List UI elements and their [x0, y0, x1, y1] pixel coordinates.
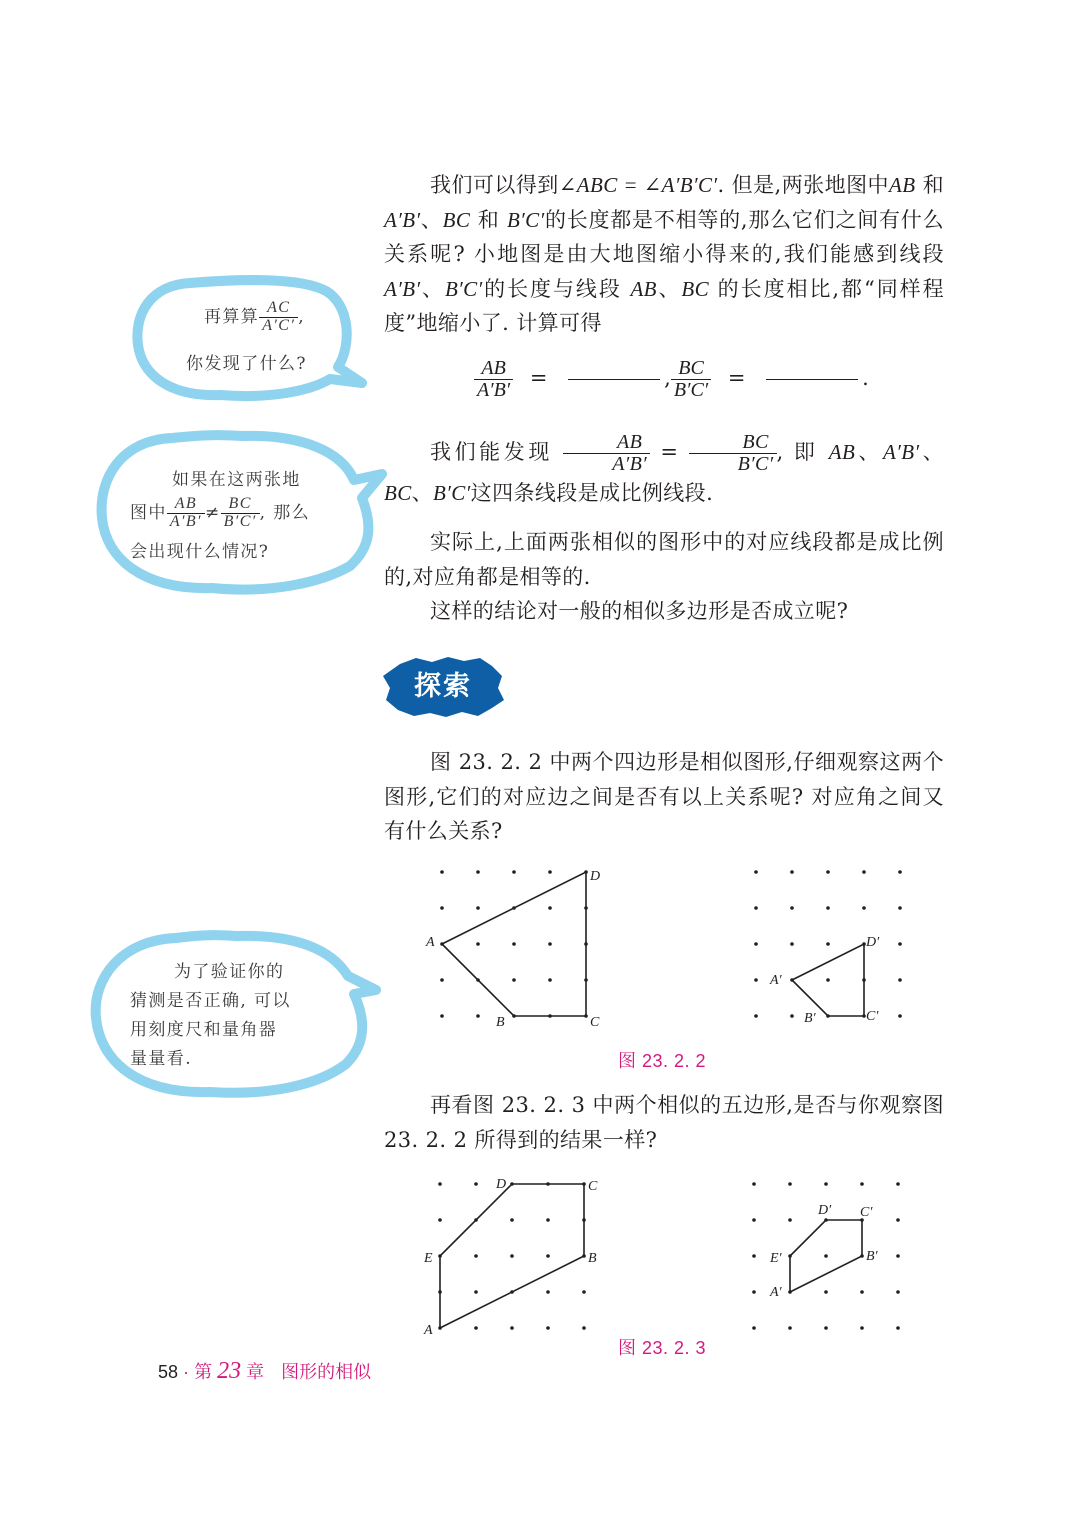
fig2-right-grid-dot — [896, 1182, 900, 1186]
label-a: A — [426, 935, 435, 950]
fig1-right-grid-dot — [790, 906, 794, 910]
fig2-left-grid-dot — [546, 1326, 550, 1330]
bubble-1-text: 再算算 $\frac{AC}{A'C'}$ , — [204, 299, 306, 334]
fig2-left-grid-dot — [582, 1326, 586, 1330]
fig2-left-grid-dot — [510, 1326, 514, 1330]
fig2-right-grid-dot — [788, 1218, 792, 1222]
fig2-left-grid-dot — [474, 1290, 478, 1294]
label-b: B — [496, 1015, 505, 1030]
fig1-right-grid-dot — [898, 942, 902, 946]
bubble-3-line4: 量量看. — [130, 1049, 193, 1069]
fig1-right-grid-dot — [826, 906, 830, 910]
fig1-left-grid-dot — [512, 942, 516, 946]
fig2-left-grid-dot — [510, 1254, 514, 1258]
answer-blank-1[interactable] — [568, 379, 660, 380]
fig1-right-grid-dot — [754, 978, 758, 982]
fig2-right-grid-dot — [824, 1290, 828, 1294]
fig2-right-grid-dot — [752, 1254, 756, 1258]
fig2-right-grid-dot — [752, 1182, 756, 1186]
fig2-right-grid-dot — [896, 1218, 900, 1222]
fig2-right-grid-dot — [896, 1254, 900, 1258]
bubble-3-line3: 用刻度尺和量角器 — [130, 1020, 278, 1040]
fig1-left-grid-dot — [512, 978, 516, 982]
fig2-left-grid-dot — [510, 1218, 514, 1222]
fig1-right-grid-dot — [754, 870, 758, 874]
fig1-left-grid-dot — [440, 906, 444, 910]
fig1-right-grid-dot — [826, 942, 830, 946]
bubble-3-line1: 为了验证你的 — [174, 962, 285, 982]
page-number: 58 — [158, 1362, 179, 1382]
fig1-right-grid-dot — [754, 942, 758, 946]
formula-ratios: $\frac{AB}{A'B'}$ = , $\frac{BC}{B'C'}$ = . — [474, 358, 869, 401]
answer-blank-2[interactable] — [766, 379, 858, 380]
label-c: C — [588, 1179, 598, 1194]
paragraph-4: 这样的结论对一般的相似多边形是否成立呢? — [430, 599, 849, 623]
fig1-left-grid-dot — [512, 870, 516, 874]
label-b-prime: B′ — [804, 1011, 816, 1026]
fig2-right-grid-dot — [788, 1326, 792, 1330]
fig1-right-grid-dot — [754, 906, 758, 910]
fig2-right-grid-dot — [824, 1326, 828, 1330]
fig2-right-grid-dot — [860, 1182, 864, 1186]
fig1-left-grid-dot — [440, 978, 444, 982]
paragraph-3: 实际上,上面两张相似的图形中的对应线段都是成比例的,对应角都是相等的. — [384, 530, 944, 589]
figure-23-2-2 — [420, 860, 920, 1040]
fig1-right-grid-dot — [862, 870, 866, 874]
figure-caption-1: 图 23. 2. 2 — [618, 1051, 707, 1071]
figure-caption-2: 图 23. 2. 3 — [618, 1338, 707, 1358]
fig1-right-grid-dot — [898, 906, 902, 910]
fig2-left-grid-dot — [438, 1182, 442, 1186]
fig1-right-grid-dot — [898, 978, 902, 982]
fig1-right-grid-dot — [826, 978, 830, 982]
label-a-prime: A′ — [770, 1285, 782, 1300]
fig1-left-grid-dot — [476, 906, 480, 910]
bubble-1-line2: 你发现了什么? — [186, 354, 307, 374]
fig1-right-grid-dot — [790, 870, 794, 874]
bubble-2-line1: 如果在这两张地 — [172, 470, 301, 490]
label-b-prime: B′ — [866, 1249, 878, 1264]
label-a-prime: A′ — [770, 973, 782, 988]
label-b: B — [588, 1251, 597, 1266]
fig1-right-grid-dot — [790, 942, 794, 946]
fig2-right-grid-dot — [752, 1218, 756, 1222]
label-e: E — [424, 1251, 433, 1266]
paragraph-6: 再看图 23. 2. 3 中两个相似的五边形,是否与你观察图 23. 2. 2 所得到的结果一样? — [384, 1093, 944, 1152]
fig1-left-grid-dot — [476, 942, 480, 946]
label-d: D — [590, 869, 601, 884]
fig1-right-grid-dot — [790, 1014, 794, 1018]
fig2-right-grid-dot — [860, 1326, 864, 1330]
fig1-right-grid-dot — [754, 1014, 758, 1018]
fig1-left-grid-dot — [548, 942, 552, 946]
fig2-right-grid-dot — [860, 1290, 864, 1294]
bubble-2-line2: 图中 $\frac{AB}{A'B'}$ ≠ $\frac{BC}{B'C'}$ , 那么 — [130, 495, 311, 530]
fig1-left-grid-dot — [476, 1014, 480, 1018]
paragraph-5: 图 23. 2. 2 中两个四边形是相似图形,仔细观察这两个图形,它们的对应边之间是否有以上关系呢? 对应角之间又有什么关系? — [384, 750, 944, 843]
label-e-prime: E′ — [770, 1251, 782, 1266]
fig2-left-grid-dot — [474, 1182, 478, 1186]
fig2-left-grid-dot — [582, 1290, 586, 1294]
fig2-right-grid-dot — [824, 1254, 828, 1258]
fig1-right-grid-dot — [898, 1014, 902, 1018]
fig1-right-grid-dot — [862, 906, 866, 910]
bubble-2-line3: 会出现什么情况? — [130, 542, 270, 562]
label-d: D — [496, 1177, 507, 1192]
label-c-prime: C′ — [866, 1009, 879, 1024]
label-c: C — [590, 1015, 600, 1030]
fig1-left-grid-dot — [548, 870, 552, 874]
fig2-left-grid-dot — [546, 1254, 550, 1258]
fig1-left-grid-dot — [440, 1014, 444, 1018]
explore-label: 探索 — [414, 671, 472, 702]
page-footer: 58 · 第 23 章 图形的相似 — [158, 1358, 372, 1384]
thought-bubble-1 — [130, 275, 370, 405]
label-c-prime: C′ — [860, 1205, 873, 1220]
fig1-right-grid-dot — [898, 870, 902, 874]
paragraph-1: 我们可以得到∠ABC = ∠A′B′C′. 但是,两张地图中AB 和 A′B′、BC 和 B′C′的长度都是不相等的,那么它们之间有什么关系呢? 小地图是由大地图缩小得来的,我们能感到线段 A′B′、B′C′的长度与线段 AB、BC 的长度相比,都“同样程度”地缩小了. 计算可得 — [384, 173, 944, 335]
fig1-left-grid-dot — [548, 978, 552, 982]
fig2-right-grid-dot — [896, 1290, 900, 1294]
fig2-left-grid-dot — [474, 1254, 478, 1258]
fig2-right-grid-dot — [752, 1326, 756, 1330]
fig1-left-grid-dot — [476, 870, 480, 874]
fig2-right-grid-dot — [896, 1326, 900, 1330]
fig2-left-grid-dot — [438, 1218, 442, 1222]
fig2-left-grid-dot — [474, 1326, 478, 1330]
paragraph-2: 我们能发现 $\frac{AB}{A'B'}$ = $\frac{BC}{B'C'}$ , 即 AB、A′B′、BC、B′C′这四条线段是成比例线段. — [384, 431, 945, 505]
fig1-left-grid-dot — [548, 906, 552, 910]
fig2-right-grid-dot — [788, 1182, 792, 1186]
fig2-left-grid-dot — [546, 1218, 550, 1222]
fraction-ac: $\frac{AC}{A'C'}$ — [259, 300, 298, 335]
fig1-right-grid-dot — [826, 870, 830, 874]
label-d-prime: D′ — [866, 935, 880, 950]
figure-23-2-3 — [420, 1170, 920, 1340]
bubble-3-line2: 猜测是否正确, 可以 — [130, 991, 291, 1011]
label-a: A — [424, 1323, 433, 1338]
fig2-right-grid-dot — [752, 1290, 756, 1294]
fig2-left-grid-dot — [546, 1290, 550, 1294]
fig2-right-grid-dot — [824, 1182, 828, 1186]
fig1-left-grid-dot — [440, 870, 444, 874]
label-d-prime: D′ — [818, 1203, 832, 1218]
